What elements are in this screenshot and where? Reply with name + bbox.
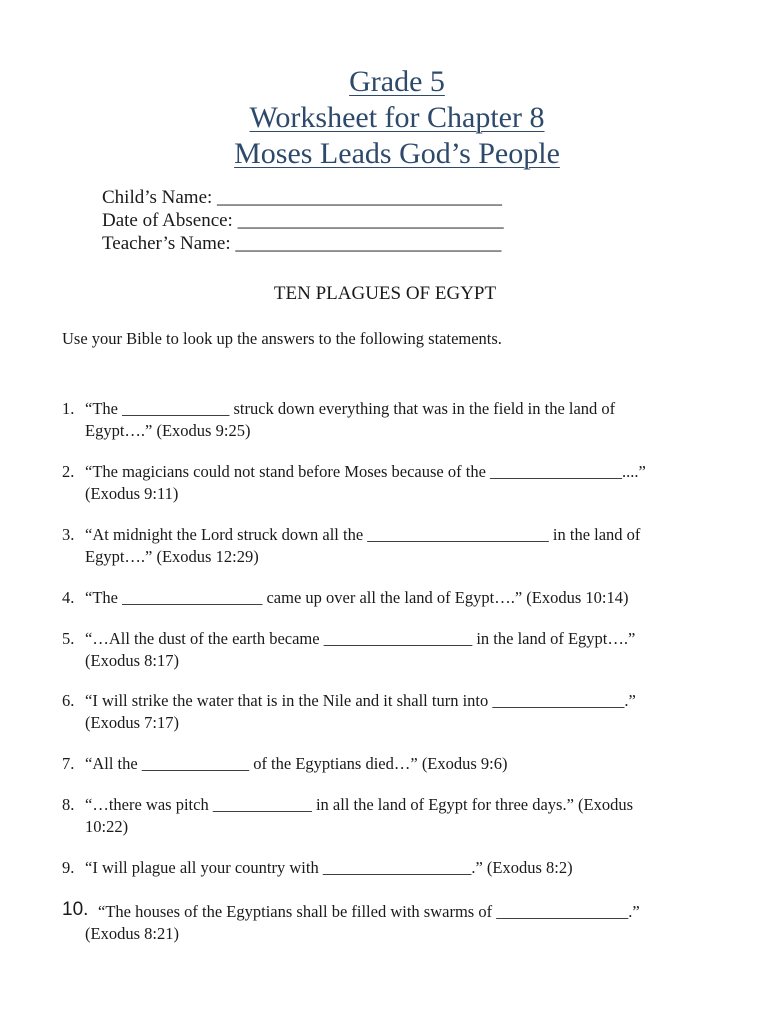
question-item [62, 461, 702, 504]
question-number: 9. [62, 858, 75, 877]
question-number: 8. [62, 795, 75, 814]
title-chapter-name: Moses Leads God’s People [234, 137, 560, 170]
question-text[interactable]: “The magicians could not stand before Moses because of the ________________....” (Exodus 9:11) [85, 462, 646, 503]
question-number: 3. [62, 525, 75, 544]
question-number: 2. [62, 462, 75, 481]
teacher-name-field[interactable]: Teacher’s Name: ____________________________ [102, 233, 502, 254]
question-item [62, 794, 702, 837]
section-heading: TEN PLAGUES OF EGYPT [273, 283, 497, 304]
question-item [62, 857, 702, 879]
question-number: 5. [62, 629, 75, 648]
question-text[interactable]: “…All the dust of the earth became __________________ in the land of Egypt….” (Exodus 8:17) [85, 629, 636, 670]
question-number: 10. [62, 899, 89, 920]
question-number: 7. [62, 754, 75, 773]
question-item [62, 628, 702, 671]
question-number: 6. [62, 691, 75, 710]
question-text[interactable]: “The _________________ came up over all the land of Egypt….” (Exodus 10:14) [85, 588, 629, 607]
child-name-field[interactable]: Child’s Name: ______________________________ [102, 187, 503, 208]
question-number: 4. [62, 588, 75, 607]
title-grade: Grade 5 [349, 65, 445, 98]
question-number: 1. [62, 399, 75, 418]
question-text[interactable]: “All the _____________ of the Egyptians died…” (Exodus 9:6) [85, 754, 508, 773]
question-item [62, 690, 702, 733]
question-text[interactable]: “…there was pitch ____________ in all the land of Egypt for three days.” (Exodus 10:22) [85, 795, 634, 836]
question-item [62, 587, 702, 609]
question-item [62, 398, 702, 441]
question-text[interactable]: “At midnight the Lord struck down all the ______________________ in the land of Egypt….” (Exodus 12:29) [85, 525, 641, 566]
question-text[interactable]: “The _____________ struck down everything that was in the field in the land of Egypt….” (Exodus 9:25) [85, 399, 616, 440]
question-item [62, 524, 702, 567]
date-of-absence-field[interactable]: Date of Absence: ____________________________ [102, 210, 504, 231]
question-text[interactable]: “I will strike the water that is in the Nile and it shall turn into ________________.” (Exodus 7:17) [85, 691, 636, 732]
worksheet-title [0, 64, 770, 172]
question-text[interactable]: “I will plague all your country with __________________.” (Exodus 8:2) [85, 858, 573, 877]
title-worksheet: Worksheet for Chapter 8 [249, 101, 545, 134]
instructions: Use your Bible to look up the answers to the following statements. [62, 329, 502, 348]
student-info [102, 186, 504, 255]
question-item [62, 901, 702, 944]
question-item [62, 753, 702, 775]
question-text[interactable]: “The houses of the Egyptians shall be filled with swarms of ________________.” (Exodus 8:21) [85, 902, 640, 943]
